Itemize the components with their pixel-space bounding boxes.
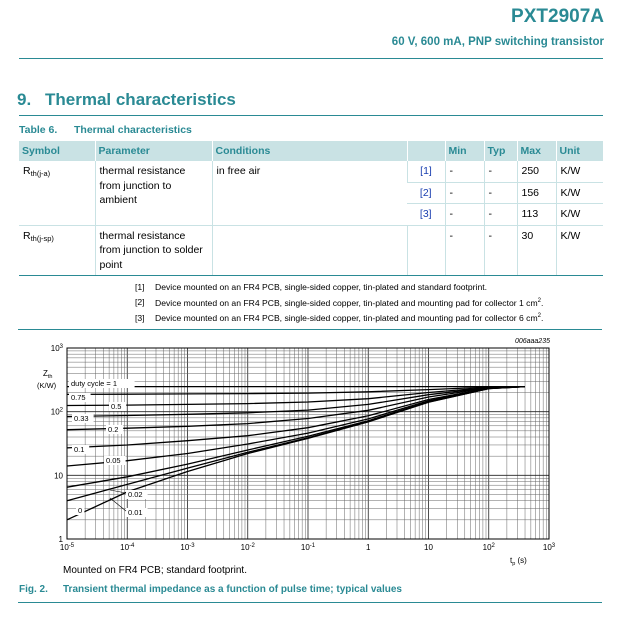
section-title: Thermal characteristics <box>45 90 236 109</box>
x-tick-label: $10^{-3}$ <box>180 543 195 552</box>
column-header: Max <box>517 141 556 161</box>
column-header <box>407 141 445 161</box>
series-line <box>67 387 525 501</box>
table-caption-title: Thermal characteristics <box>74 124 192 136</box>
note-item <box>135 281 543 295</box>
y-tick-label: 1 <box>58 535 63 544</box>
footnote-ref-link[interactable]: [3] <box>407 204 445 226</box>
table-caption <box>19 124 192 136</box>
x-tick-label: $10^{-5}$ <box>59 543 75 552</box>
x-tick-label: $10^{-1}$ <box>300 543 316 552</box>
symbol-cell <box>19 225 95 276</box>
x-tick-label: $10^{-2}$ <box>240 543 255 552</box>
max-cell: 30 <box>517 225 556 276</box>
footnote-ref-cell <box>407 225 445 276</box>
min-cell: - <box>445 204 484 226</box>
symbol-main: R <box>23 229 31 242</box>
x-tick-label: $10^3$ <box>542 543 556 552</box>
table-caption-label: Table 6. <box>19 124 58 136</box>
min-cell: - <box>445 182 484 204</box>
note-text: Device mounted on an FR4 PCB, single-sided copper, tin-plated and mounting pad for collector 6 cm <box>155 312 538 323</box>
x-tick-label: 1 <box>366 543 371 552</box>
series-label: 0.01 <box>128 508 143 517</box>
note-superscript: 2 <box>537 312 541 319</box>
unit-cell: K/W <box>556 204 603 226</box>
max-cell: 250 <box>517 161 556 182</box>
footnote-ref-link[interactable]: [2] <box>407 182 445 204</box>
note-text: Device mounted on an FR4 PCB, single-sided copper, tin-plated and mounting pad for collector 1 cm <box>155 297 538 308</box>
series-label: 0.05 <box>106 456 121 465</box>
footnote-ref-link[interactable]: [1] <box>407 161 445 182</box>
symbol-subscript: th(j-a) <box>30 169 51 178</box>
y-tick-label: $10^3$ <box>50 344 63 353</box>
typ-cell: - <box>484 225 517 276</box>
series-label: 0.33 <box>74 414 89 423</box>
note-tag: [2] <box>135 297 145 308</box>
x-tick-label: $10^{-4}$ <box>120 543 135 552</box>
x-tick-label: 10 <box>424 543 433 552</box>
column-header: Min <box>445 141 484 161</box>
note-tag: [3] <box>135 312 145 323</box>
figure-caption-title: Transient thermal impedance as a function of pulse time; typical values <box>63 584 402 595</box>
typ-cell: - <box>484 182 517 204</box>
thermal-impedance-chart <box>18 330 602 570</box>
unit-cell: K/W <box>556 225 603 276</box>
x-axis-label: $t_p$ (s) <box>510 556 527 567</box>
series-label: 0.2 <box>108 425 119 434</box>
typ-cell: - <box>484 204 517 226</box>
document-subtitle: 60 V, 600 mA, PNP switching transistor <box>391 36 604 48</box>
section-heading <box>17 90 236 110</box>
note-item: [2] Device mounted on an FR4 PCB, single-sided copper, tin-plated and mounting pad for collector 1 $cm^2$. <box>135 295 543 310</box>
y-axis-label: $Z_{th}$ <box>43 369 53 380</box>
y-tick-label: 10 <box>54 471 63 481</box>
table-row <box>19 225 603 276</box>
series-label: 0 <box>78 506 83 515</box>
section-divider <box>19 115 603 116</box>
symbol-subscript: th(j-sp) <box>30 233 54 243</box>
figure-caption-label: Fig. 2. <box>19 584 48 595</box>
header-divider <box>19 58 603 59</box>
unit-cell: K/W <box>556 161 603 182</box>
figure-mount-note: Mounted on FR4 PCB; standard footprint. <box>63 565 247 576</box>
y-axis-unit: (K/W) <box>37 381 57 390</box>
column-header: Conditions <box>212 141 407 161</box>
conditions-cell: in free air <box>212 161 407 225</box>
max-cell: 156 <box>517 182 556 204</box>
parameter-cell: thermal resistance from junction to ambient <box>95 161 212 225</box>
series-label: 0.5 <box>111 402 122 411</box>
series-label: 0.1 <box>74 445 85 454</box>
conditions-cell <box>212 225 407 276</box>
document-title: PXT2907A <box>511 6 604 27</box>
note-item: [3] Device mounted on an FR4 PCB, single-sided copper, tin-plated and mounting pad for collector 6 $cm^2$. <box>135 310 543 325</box>
table-header-row <box>19 141 603 161</box>
figure-caption <box>19 584 402 595</box>
series-line <box>67 387 525 466</box>
table-row <box>19 161 603 182</box>
typ-cell: - <box>484 161 517 182</box>
column-header: Typ <box>484 141 517 161</box>
series-line <box>67 387 525 520</box>
column-header: Parameter <box>95 141 212 161</box>
x-tick-label: $10^2$ <box>482 543 495 552</box>
min-cell: - <box>445 225 484 276</box>
table-notes <box>135 281 543 325</box>
note-tag: [1] <box>135 282 145 292</box>
min-cell: - <box>445 161 484 182</box>
parameter-cell: thermal resistance from junction to solder point <box>95 225 212 276</box>
unit-cell: K/W <box>556 182 603 204</box>
note-superscript: 2 <box>537 297 541 304</box>
column-header: Symbol <box>19 141 95 161</box>
y-tick-label: $10^2$ <box>50 407 63 417</box>
note-text: Device mounted on an FR4 PCB, single-sided copper, tin-plated and standard footprint. <box>155 282 488 292</box>
series-label: 0.02 <box>128 490 143 499</box>
symbol-cell <box>19 161 95 225</box>
series-label: 0.75 <box>71 393 86 402</box>
thermal-characteristics-table <box>19 141 603 276</box>
column-header: Unit <box>556 141 603 161</box>
max-cell: 113 <box>517 204 556 226</box>
figure <box>18 329 602 603</box>
series-label: duty cycle = 1 <box>71 379 118 388</box>
symbol-main: R <box>23 165 31 177</box>
figure-code: 006aaa235 <box>514 338 550 345</box>
section-number: 9. <box>17 90 32 109</box>
